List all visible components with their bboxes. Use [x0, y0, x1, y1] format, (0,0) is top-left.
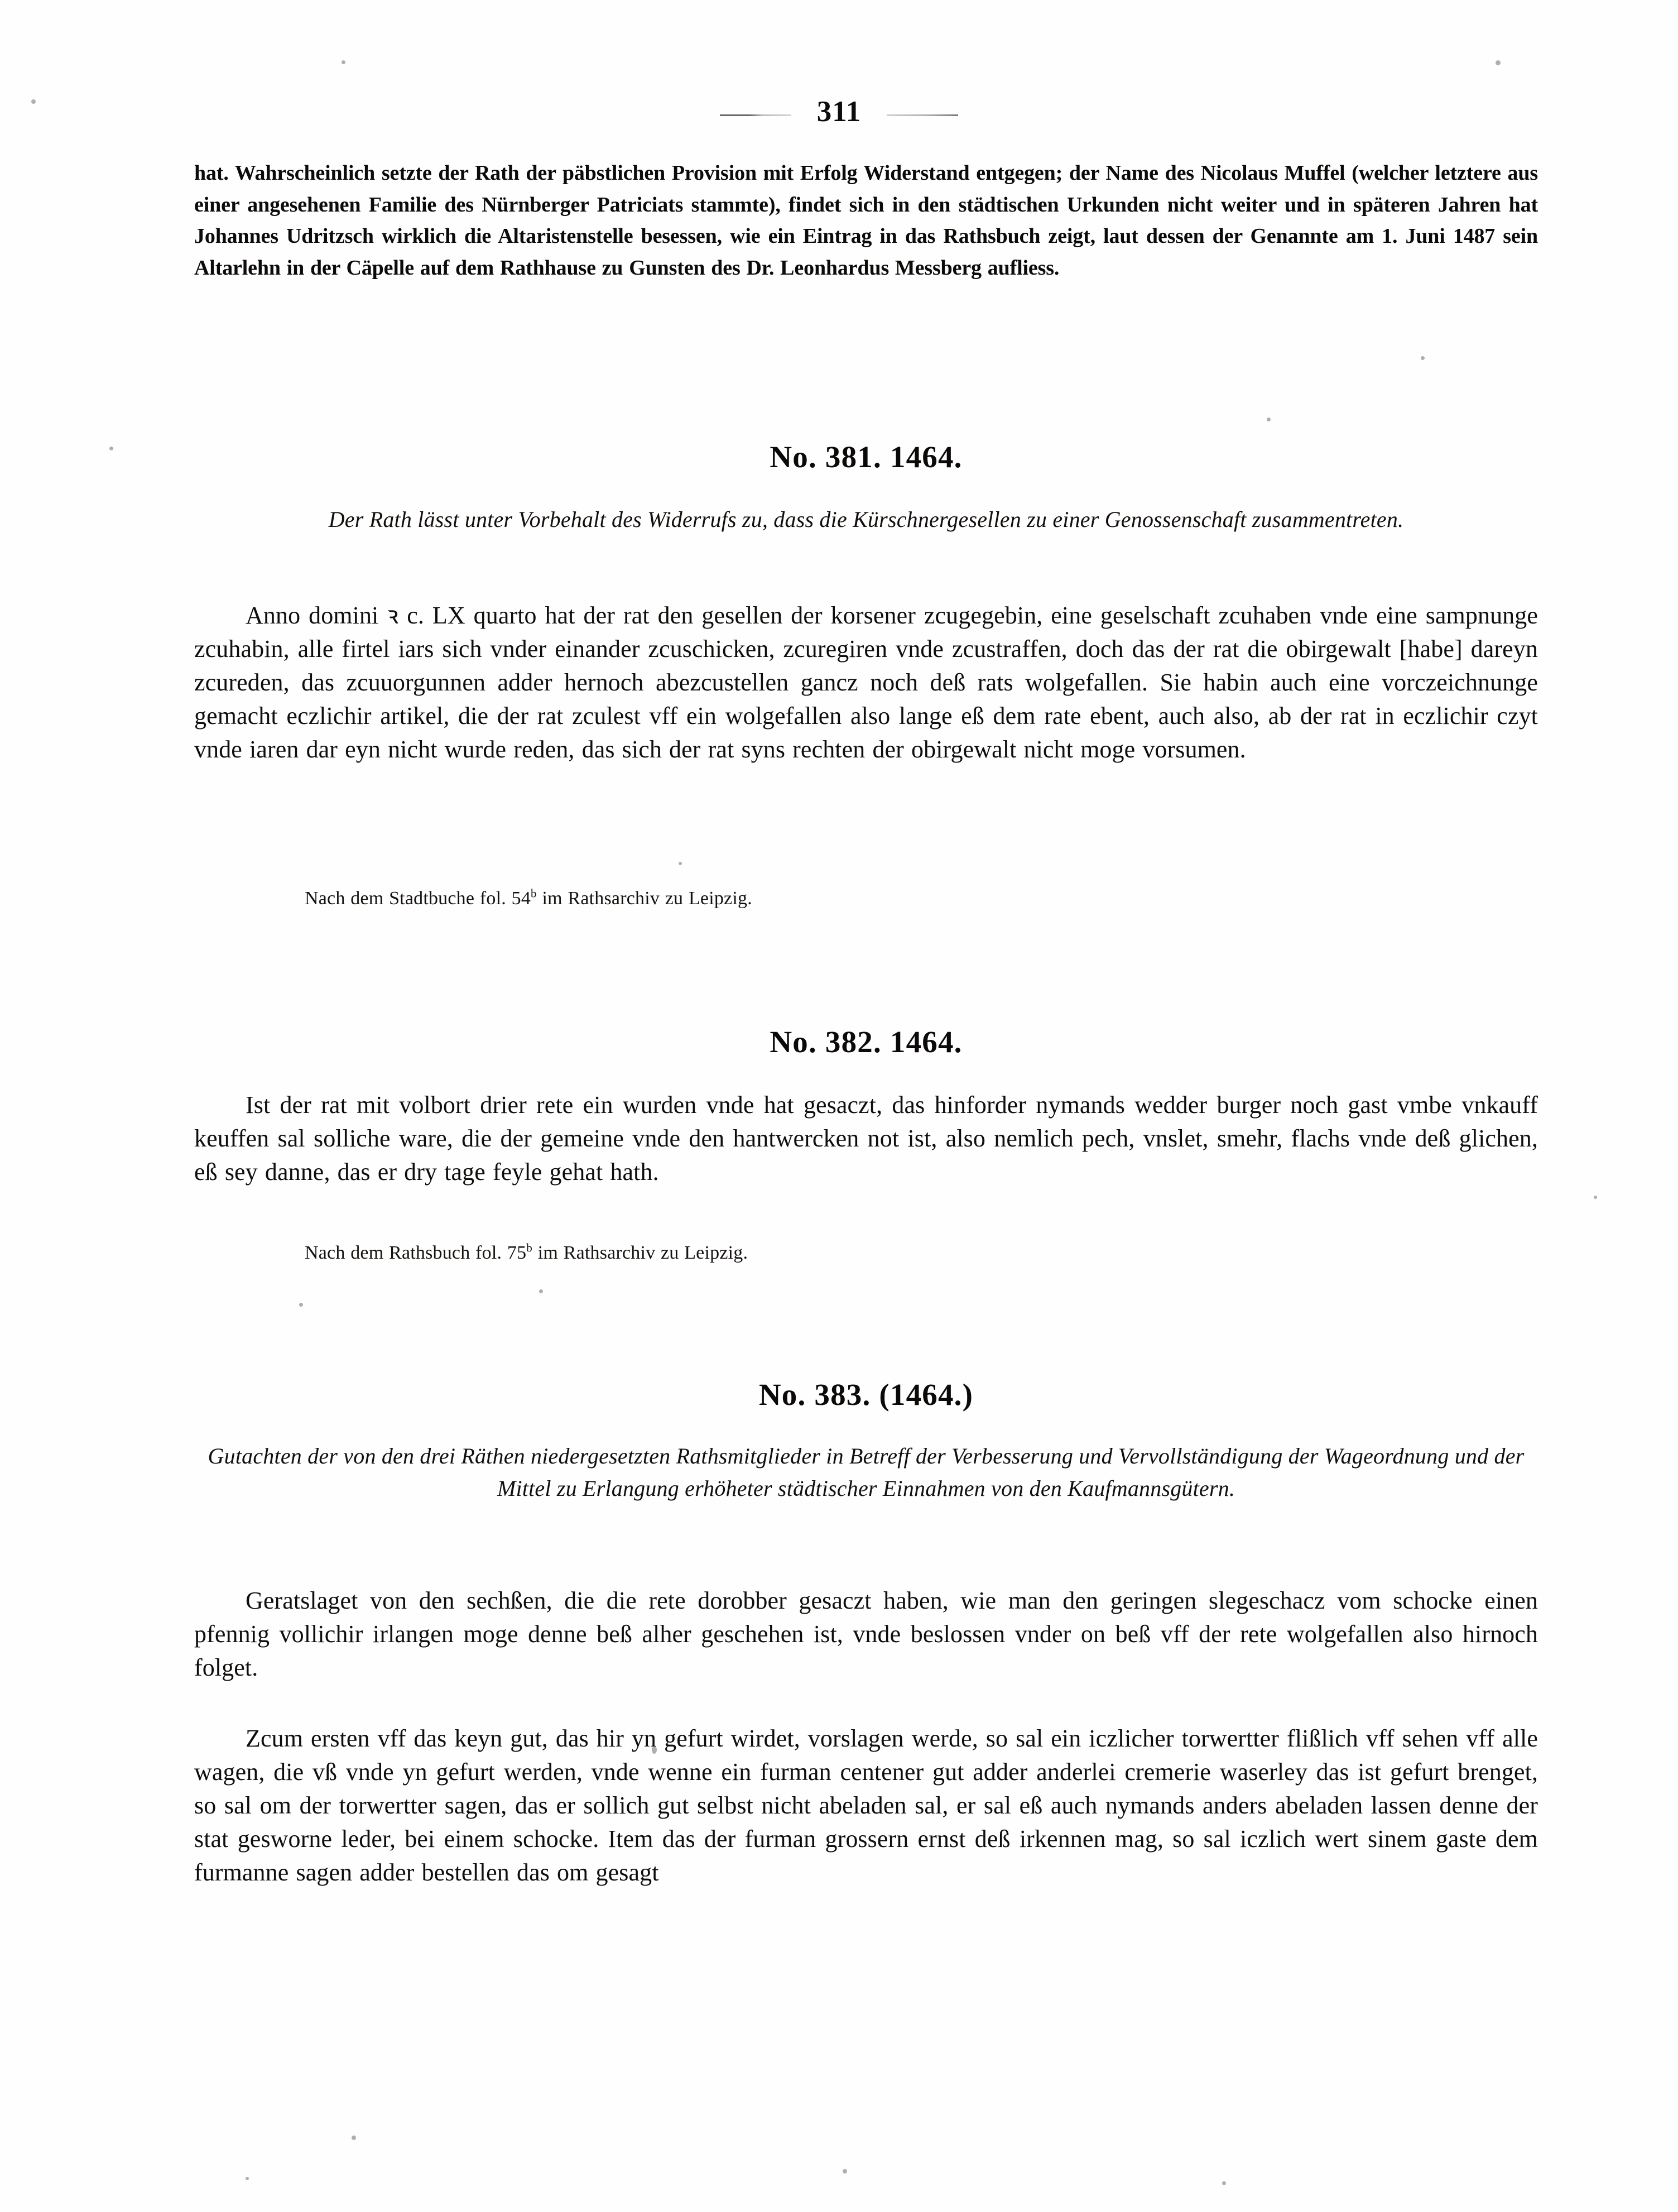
source-note-382-suffix: im Rathsarchiv zu Leipzig. [532, 1242, 748, 1263]
entry-heading-383: No. 383. (1464.) [758, 1378, 974, 1412]
source-note-382 [305, 1240, 748, 1266]
entry-body-383-paragraph-1: Geratslaget von den sechßen, die die rete dorobber gesaczt haben, wie man den geringen slegeschacz vom schocke einen pfennig vollichir irlangen moge denne beß alher geschehen ist, vnde beslossen vnder on beß vff der rete wolgefallen also hirnoch folget. [194, 1587, 1538, 1681]
scan-speck [246, 2177, 249, 2180]
scan-speck [679, 862, 682, 865]
scan-speck [652, 1746, 657, 1754]
entry-body-383-paragraph-2: Zcum ersten vff das keyn gut, das hir yn gefurt wirdet, vorslagen werde, so sal ein iczlicher torwertter flißlich vff sehen vff alle wagen, die vß vnde yn gefurt werden, vnde wenne ein furman centener gut adder anderlei cremerie waserley das ist gefurt brenget, so sal om der torwertter sagen, das er sollich gut selbst nicht abeladen sal, er sal eß auch nymands anders abeladen lassen denne der stat gesworne leder, bei einem schocke. Item das der furman grossern ernst deß irkennen mag, so sal iczlich wert sinem gaste dem furmanne sagen adder bestellen das om gesagt [194, 1725, 1538, 1886]
source-note-381-suffix: im Rathsarchiv zu Leipzig. [536, 888, 752, 909]
entry-body-382: Ist der rat mit volbort drier rete ein wurden vnde hat gesaczt, das hinforder nymands wedder burger noch gast vmbe vnkauff keuffen sal solliche ware, die der gemeine vnde den hantwercken not ist, also nemlich pech, vnslet, smehr, flachs vnde deß glichen, eß sey danne, das er dry tage feyle gehat hath. [194, 1091, 1538, 1186]
scan-speck [1594, 1196, 1597, 1199]
head-rule-right [887, 114, 958, 116]
head-rule-left [720, 114, 791, 116]
scan-speck [109, 447, 113, 450]
entry-subtitle-381: Der Rath lässt unter Vorbehalt des Widerrufs zu, dass die Kürschnergesellen zu einer Genossenschaft zusammentreten. [328, 507, 1404, 532]
entry-heading-382: No. 382. 1464. [770, 1025, 963, 1059]
scan-speck [1421, 356, 1425, 360]
scan-speck [31, 99, 36, 104]
scan-speck [299, 1303, 303, 1307]
scan-speck [1222, 2181, 1226, 2185]
source-note-381 [305, 886, 752, 911]
source-note-381-prefix: Nach dem Stadtbuche fol. 54 [305, 888, 531, 909]
entry-body-381: Anno domini ꝛ c. LX quarto hat der rat den gesellen der korsener zcugegebin, eine geselschaft zcuhaben vnde eine sampnunge zcuhabin, alle firtel iars sich vnder einander zcuschicken, zcuregiren vnde zcustraffen, doch das der rat die obirgewalt [habe] dareyn zcureden, das zcuuorgunnen adder hernoch abezcustellen gancz noch deß rats wolgefallen. Sie habin auch eine vorczeichnunge gemacht eczlichir artikel, die der rat zculest vff ein wolgefallen also lange eß dem rate ebent, auch also, ab der rat in eczlichir czyt vnde iaren dar eyn nicht wurde reden, das sich der rat syns rechten der obirgewalt nicht moge vorsumen. [194, 602, 1538, 763]
source-note-381-folio-side: b [531, 886, 537, 900]
entry-subtitle-383: Gutachten der von den drei Räthen niedergesetzten Rathsmitglieder in Betreff der Verbesserung und Vervollständigung der Wageordnung und der Mittel zu Erlangung erhöheter städtischer Einnahmen von den Kaufmannsgütern. [208, 1443, 1525, 1501]
page-number: 311 [816, 95, 862, 128]
scan-speck [342, 60, 345, 64]
source-note-382-prefix: Nach dem Rathsbuch fol. 75 [305, 1242, 527, 1263]
scan-speck [1267, 418, 1271, 421]
scan-speck [1496, 60, 1501, 65]
continued-paragraph: hat. Wahrscheinlich setzte der Rath der päbstlichen Provision mit Erfolg Widerstand entgegen; der Name des Nicolaus Muffel (welcher letztere aus einer angesehenen Familie des Nürnberger Patriciats stammte), findet sich in den städtischen Urkunden nicht weiter und in späteren Jahren hat Johannes Udritzsch wirklich die Altaristenstelle besessen, wie ein Eintrag in das Rathsbuch zeigt, laut dessen der Genannte am 1. Juni 1487 sein Altarlehn in der Cäpelle auf dem Rathhause zu Gunsten des Dr. Leonhardus Messberg aufliess. [194, 161, 1538, 280]
entry-heading-381: No. 381. 1464. [770, 440, 963, 474]
scan-speck [539, 1289, 543, 1293]
source-note-382-folio-side: b [526, 1241, 533, 1255]
scan-speck [352, 2136, 356, 2140]
running-head [0, 84, 1678, 140]
scan-speck [843, 2169, 847, 2173]
